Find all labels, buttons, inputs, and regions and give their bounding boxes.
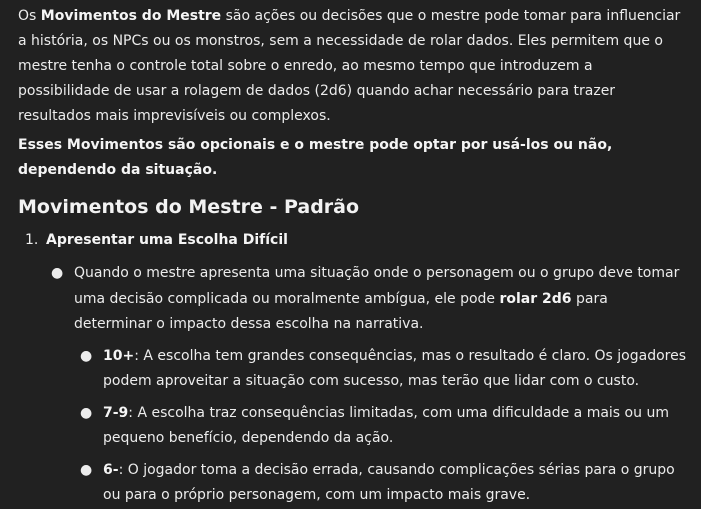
section-heading: Movimentos do Mestre - Padrão	[18, 196, 360, 218]
ordered-list-item	[18, 229, 688, 251]
optional-note	[18, 133, 688, 183]
bullet-description	[18, 261, 688, 338]
result-text: : A escolha tem grandes consequências, mas o resultado é claro. Os jogadores podem aproveitar a situação com sucesso, mas terão que lidar com o custo.	[103, 347, 687, 389]
result-item	[18, 344, 688, 395]
intro-paragraph	[18, 4, 688, 129]
result-item	[18, 401, 688, 452]
intro-bold-term: Movimentos do Mestre	[40, 8, 222, 24]
intro-text-1: Os	[18, 8, 41, 24]
optional-note-text: Esses Movimentos são opcionais e o mestre pode optar por usá-los ou não, dependendo da situação.	[18, 137, 613, 178]
intro-text-2: são ações ou decisões que o mestre pode tomar para influenciar a história, os NPCs ou os monstros, sem a necessidade de rolar dados. Eles permitem que o mestre tenha o controle total sobre o enredo, ao mesmo tempo que introduzem a possibilidade de usar a rolagem de dados (2d6) quando achar necessário para trazer resultados mais imprevisíveis ou complexos.	[18, 8, 681, 124]
result-label: 10+	[103, 347, 135, 364]
document-body	[18, 4, 688, 509]
result-label: 7-9	[103, 404, 129, 421]
description-text-1: Quando o mestre apresenta uma situação onde o personagem ou o grupo deve tomar uma decisão complicada ou moralmente ambígua, ele pode	[74, 265, 680, 307]
result-text: : A escolha traz consequências limitadas, com uma dificuldade a mais ou um pequeno benefício, dependendo da ação.	[103, 404, 669, 446]
list-number: 1.	[25, 232, 39, 248]
bullet-icon: ●	[80, 461, 93, 478]
bullet-icon: ●	[80, 404, 93, 421]
description-text-2: para determinar o impacto dessa escolha na narrativa.	[74, 290, 608, 332]
result-text: : O jogador toma a decisão errada, causando complicações sérias para o grupo ou para o próprio personagem, com um impacto mais grave.	[103, 461, 675, 503]
result-label: 6-	[103, 461, 119, 478]
bullet-icon: ●	[51, 265, 64, 281]
list-item-title: Apresentar uma Escolha Difícil	[46, 232, 288, 248]
result-item	[18, 458, 688, 509]
description-bold: rolar 2d6	[499, 290, 572, 307]
bullet-icon: ●	[80, 347, 93, 364]
